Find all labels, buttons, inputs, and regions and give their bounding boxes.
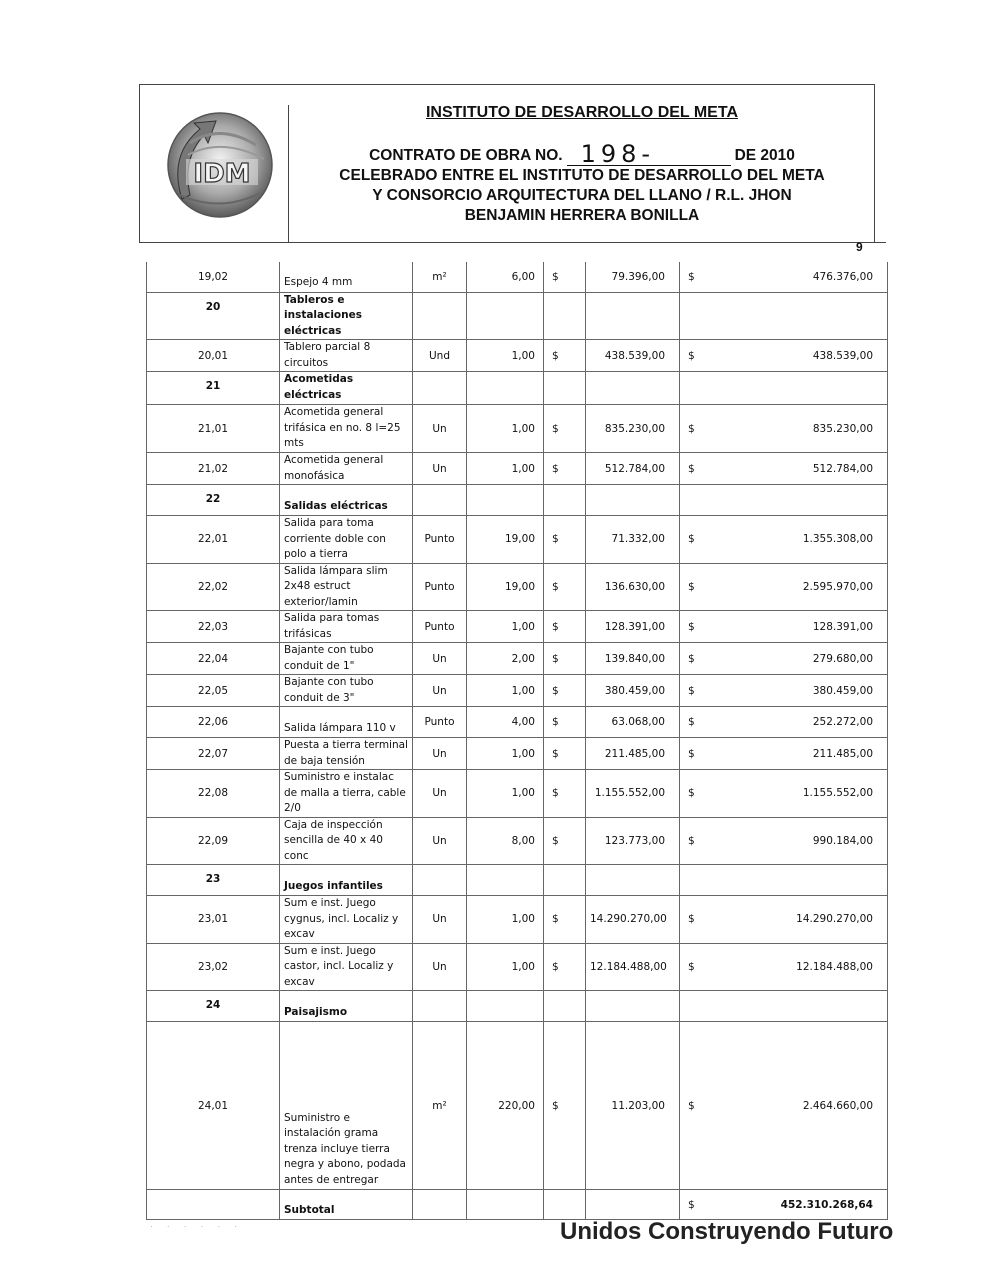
svg-text:IDM: IDM bbox=[193, 159, 251, 189]
total-currency bbox=[680, 292, 718, 340]
table-row bbox=[147, 563, 888, 611]
item-unit-price: 71.332,00 bbox=[586, 516, 680, 564]
total-currency: $ bbox=[680, 817, 718, 865]
item-unit: Un bbox=[413, 453, 467, 485]
total-currency bbox=[680, 372, 718, 405]
unit-price-currency bbox=[544, 865, 586, 896]
table-row bbox=[147, 896, 888, 944]
item-unit-price: 123.773,00 bbox=[586, 817, 680, 865]
item-number: 22,09 bbox=[147, 817, 280, 865]
item-quantity bbox=[467, 485, 544, 516]
item-unit bbox=[413, 485, 467, 516]
item-quantity bbox=[467, 372, 544, 405]
table-row bbox=[147, 405, 888, 453]
item-unit-price: 438.539,00 bbox=[586, 340, 680, 372]
item-unit-price: 512.784,00 bbox=[586, 453, 680, 485]
item-total: 128.391,00 bbox=[718, 611, 888, 643]
item-unit: Un bbox=[413, 643, 467, 675]
header-bottom-rule bbox=[139, 242, 886, 243]
item-unit-price: 211.485,00 bbox=[586, 738, 680, 770]
total-currency: $ bbox=[680, 453, 718, 485]
item-number: 22,02 bbox=[147, 563, 280, 611]
item-quantity bbox=[467, 991, 544, 1022]
unit-price-currency: $ bbox=[544, 943, 586, 991]
unit-price-currency: $ bbox=[544, 817, 586, 865]
item-number: 24 bbox=[147, 991, 280, 1022]
item-unit: Un bbox=[413, 770, 467, 818]
total-currency: $ bbox=[680, 943, 718, 991]
unit-price-currency bbox=[544, 372, 586, 405]
total-currency: $ bbox=[680, 643, 718, 675]
item-number: 22,04 bbox=[147, 643, 280, 675]
unit-price-currency bbox=[544, 991, 586, 1022]
unit-price-currency: $ bbox=[544, 896, 586, 944]
item-quantity: 4,00 bbox=[467, 707, 544, 738]
table-row bbox=[147, 340, 888, 372]
item-description: Sum e inst. Juego castor, incl. Localiz y excav bbox=[280, 943, 413, 991]
item-number: 19,02 bbox=[147, 262, 280, 292]
table-row bbox=[147, 707, 888, 738]
item-number: 21,01 bbox=[147, 405, 280, 453]
budget-rows bbox=[147, 262, 888, 1220]
header-title-block bbox=[290, 103, 874, 226]
item-unit-price: 14.290.270,00 bbox=[586, 896, 680, 944]
item-quantity: 1,00 bbox=[467, 943, 544, 991]
total-currency: $ bbox=[680, 611, 718, 643]
footer-dots: · · · · · · bbox=[150, 1222, 244, 1231]
item-unit-price: 835.230,00 bbox=[586, 405, 680, 453]
item-description: Subtotal bbox=[280, 1190, 413, 1220]
total-currency: $ bbox=[680, 405, 718, 453]
total-currency: $ bbox=[680, 896, 718, 944]
subtotal-row bbox=[147, 1190, 888, 1220]
unit-price-currency: $ bbox=[544, 563, 586, 611]
item-unit-price bbox=[586, 372, 680, 405]
table-row bbox=[147, 262, 888, 292]
item-total: 2.595.970,00 bbox=[718, 563, 888, 611]
item-quantity: 1,00 bbox=[467, 738, 544, 770]
item-unit-price: 12.184.488,00 bbox=[586, 943, 680, 991]
footer-slogan: Unidos Construyendo Futuro bbox=[560, 1218, 894, 1245]
budget-table bbox=[146, 262, 888, 1220]
total-currency bbox=[680, 485, 718, 516]
unit-price-currency bbox=[544, 292, 586, 340]
header-line-4: Y CONSORCIO ARQUITECTURA DEL LLANO / R.L. JHON bbox=[372, 187, 792, 204]
item-description: Sum e inst. Juego cygnus, incl. Localiz y excav bbox=[280, 896, 413, 944]
item-total bbox=[718, 372, 888, 405]
item-number bbox=[147, 1190, 280, 1220]
item-description: Suministro e instalac de malla a tierra, cable 2/0 bbox=[280, 770, 413, 818]
total-currency: $ bbox=[680, 340, 718, 372]
item-total bbox=[718, 485, 888, 516]
item-quantity: 19,00 bbox=[467, 516, 544, 564]
unit-price-currency: $ bbox=[544, 738, 586, 770]
unit-price-currency: $ bbox=[544, 1022, 586, 1190]
item-quantity: 6,00 bbox=[467, 262, 544, 292]
item-total: 252.272,00 bbox=[718, 707, 888, 738]
item-number: 22,03 bbox=[147, 611, 280, 643]
table-row bbox=[147, 611, 888, 643]
header-divider bbox=[288, 105, 289, 243]
unit-price-currency: $ bbox=[544, 675, 586, 707]
item-unit-price bbox=[586, 865, 680, 896]
unit-price-currency bbox=[544, 485, 586, 516]
item-unit bbox=[413, 292, 467, 340]
total-currency: $ bbox=[680, 262, 718, 292]
item-unit: Punto bbox=[413, 563, 467, 611]
unit-price-currency: $ bbox=[544, 262, 586, 292]
item-unit bbox=[413, 991, 467, 1022]
item-number: 22,08 bbox=[147, 770, 280, 818]
item-total: 12.184.488,00 bbox=[718, 943, 888, 991]
item-total: 438.539,00 bbox=[718, 340, 888, 372]
header-line-5: BENJAMIN HERRERA BONILLA bbox=[464, 207, 700, 224]
item-total: 211.485,00 bbox=[718, 738, 888, 770]
item-description: Espejo 4 mm bbox=[280, 262, 413, 292]
item-description: Salida para toma corriente doble con polo a tierra bbox=[280, 516, 413, 564]
table-row bbox=[147, 675, 888, 707]
item-description: Bajante con tubo conduit de 1" bbox=[280, 643, 413, 675]
institution-title: INSTITUTO DE DESARROLLO DEL META bbox=[425, 104, 738, 121]
item-total: 990.184,00 bbox=[718, 817, 888, 865]
table-row bbox=[147, 453, 888, 485]
item-number: 21,02 bbox=[147, 453, 280, 485]
item-number: 21 bbox=[147, 372, 280, 405]
item-unit: Punto bbox=[413, 516, 467, 564]
item-unit: Punto bbox=[413, 611, 467, 643]
item-description: Acometida general monofásica bbox=[280, 453, 413, 485]
item-unit: Punto bbox=[413, 707, 467, 738]
contract-suffix: DE 2010 bbox=[734, 147, 795, 164]
item-unit-price: 136.630,00 bbox=[586, 563, 680, 611]
contract-number: 198- bbox=[567, 143, 731, 166]
item-quantity: 19,00 bbox=[467, 563, 544, 611]
contract-prefix: CONTRATO DE OBRA NO. bbox=[369, 147, 563, 164]
item-unit: Und bbox=[413, 340, 467, 372]
table-row bbox=[147, 770, 888, 818]
category-row bbox=[147, 292, 888, 340]
unit-price-currency: $ bbox=[544, 453, 586, 485]
item-unit: Un bbox=[413, 896, 467, 944]
item-unit: Un bbox=[413, 817, 467, 865]
item-unit: Un bbox=[413, 405, 467, 453]
unit-price-currency: $ bbox=[544, 770, 586, 818]
item-number: 20 bbox=[147, 292, 280, 340]
item-total: 279.680,00 bbox=[718, 643, 888, 675]
item-number: 22,01 bbox=[147, 516, 280, 564]
item-description: Bajante con tubo conduit de 3" bbox=[280, 675, 413, 707]
table-row bbox=[147, 943, 888, 991]
item-quantity: 220,00 bbox=[467, 1022, 544, 1190]
item-quantity: 1,00 bbox=[467, 675, 544, 707]
item-quantity: 1,00 bbox=[467, 405, 544, 453]
total-currency bbox=[680, 991, 718, 1022]
item-description: Juegos infantiles bbox=[280, 865, 413, 896]
item-description: Salida lámpara slim 2x48 estruct exterior/lamin bbox=[280, 563, 413, 611]
category-row bbox=[147, 485, 888, 516]
item-unit: m² bbox=[413, 262, 467, 292]
item-quantity bbox=[467, 292, 544, 340]
item-total: 1.155.552,00 bbox=[718, 770, 888, 818]
page-mark: 9 bbox=[856, 240, 863, 254]
category-row bbox=[147, 372, 888, 405]
item-description: Salida lámpara 110 v bbox=[280, 707, 413, 738]
total-currency: $ bbox=[680, 707, 718, 738]
item-quantity: 1,00 bbox=[467, 770, 544, 818]
item-unit-price bbox=[586, 991, 680, 1022]
item-quantity bbox=[467, 1190, 544, 1220]
item-number: 22,06 bbox=[147, 707, 280, 738]
item-unit-price: 1.155.552,00 bbox=[586, 770, 680, 818]
unit-price-currency: $ bbox=[544, 405, 586, 453]
table-row bbox=[147, 817, 888, 865]
unit-price-currency: $ bbox=[544, 516, 586, 564]
table-row bbox=[147, 516, 888, 564]
item-description: Salidas eléctricas bbox=[280, 485, 413, 516]
item-total: 2.464.660,00 bbox=[718, 1022, 888, 1190]
item-number: 23,02 bbox=[147, 943, 280, 991]
item-total: 1.355.308,00 bbox=[718, 516, 888, 564]
item-unit: Un bbox=[413, 738, 467, 770]
item-total bbox=[718, 865, 888, 896]
item-total: 452.310.268,64 bbox=[718, 1190, 888, 1220]
total-currency: $ bbox=[680, 516, 718, 564]
item-description: Acometida general trifásica en no. 8 l=25 mts bbox=[280, 405, 413, 453]
item-unit-price: 79.396,00 bbox=[586, 262, 680, 292]
unit-price-currency: $ bbox=[544, 707, 586, 738]
item-number: 23 bbox=[147, 865, 280, 896]
total-currency: $ bbox=[680, 770, 718, 818]
item-description: Salida para tomas trifásicas bbox=[280, 611, 413, 643]
item-unit: Un bbox=[413, 943, 467, 991]
category-row bbox=[147, 865, 888, 896]
item-number: 24,01 bbox=[147, 1022, 280, 1190]
item-total: 380.459,00 bbox=[718, 675, 888, 707]
item-description: Tableros e instalaciones eléctricas bbox=[280, 292, 413, 340]
item-quantity: 8,00 bbox=[467, 817, 544, 865]
item-unit-price: 128.391,00 bbox=[586, 611, 680, 643]
item-unit: m² bbox=[413, 1022, 467, 1190]
category-row bbox=[147, 991, 888, 1022]
table-row bbox=[147, 643, 888, 675]
table-row bbox=[147, 1022, 888, 1190]
item-unit bbox=[413, 865, 467, 896]
document-header bbox=[139, 84, 875, 243]
unit-price-currency: $ bbox=[544, 643, 586, 675]
item-quantity: 1,00 bbox=[467, 611, 544, 643]
item-total bbox=[718, 292, 888, 340]
item-unit: Un bbox=[413, 675, 467, 707]
total-currency: $ bbox=[680, 1022, 718, 1190]
item-description: Acometidas eléctricas bbox=[280, 372, 413, 405]
item-quantity: 1,00 bbox=[467, 896, 544, 944]
contract-line bbox=[290, 140, 874, 168]
total-currency: $ bbox=[680, 738, 718, 770]
item-description: Suministro e instalación grama trenza incluye tierra negra y abono, podada antes de entregar bbox=[280, 1022, 413, 1190]
item-quantity: 1,00 bbox=[467, 340, 544, 372]
item-total: 835.230,00 bbox=[718, 405, 888, 453]
item-unit-price: 380.459,00 bbox=[586, 675, 680, 707]
item-total: 14.290.270,00 bbox=[718, 896, 888, 944]
item-total: 476.376,00 bbox=[718, 262, 888, 292]
item-total bbox=[718, 991, 888, 1022]
item-quantity bbox=[467, 865, 544, 896]
total-currency: $ bbox=[680, 563, 718, 611]
item-unit-price: 63.068,00 bbox=[586, 707, 680, 738]
item-number: 22 bbox=[147, 485, 280, 516]
item-unit-price bbox=[586, 1190, 680, 1220]
item-unit bbox=[413, 372, 467, 405]
total-currency: $ bbox=[680, 1190, 718, 1220]
total-currency: $ bbox=[680, 675, 718, 707]
item-unit-price bbox=[586, 292, 680, 340]
item-unit-price: 139.840,00 bbox=[586, 643, 680, 675]
header-line-3: CELEBRADO ENTRE EL INSTITUTO DE DESARROLLO DEL META bbox=[339, 167, 825, 184]
item-quantity: 2,00 bbox=[467, 643, 544, 675]
idm-logo bbox=[160, 103, 278, 221]
item-number: 22,05 bbox=[147, 675, 280, 707]
unit-price-currency: $ bbox=[544, 611, 586, 643]
item-number: 20,01 bbox=[147, 340, 280, 372]
item-number: 22,07 bbox=[147, 738, 280, 770]
item-description: Paisajismo bbox=[280, 991, 413, 1022]
table-row bbox=[147, 738, 888, 770]
unit-price-currency bbox=[544, 1190, 586, 1220]
item-number: 23,01 bbox=[147, 896, 280, 944]
total-currency bbox=[680, 865, 718, 896]
item-unit-price: 11.203,00 bbox=[586, 1022, 680, 1190]
item-unit-price bbox=[586, 485, 680, 516]
item-description: Caja de inspección sencilla de 40 x 40 conc bbox=[280, 817, 413, 865]
item-description: Puesta a tierra terminal de baja tensión bbox=[280, 738, 413, 770]
unit-price-currency: $ bbox=[544, 340, 586, 372]
item-unit bbox=[413, 1190, 467, 1220]
item-description: Tablero parcial 8 circuitos bbox=[280, 340, 413, 372]
item-quantity: 1,00 bbox=[467, 453, 544, 485]
item-total: 512.784,00 bbox=[718, 453, 888, 485]
